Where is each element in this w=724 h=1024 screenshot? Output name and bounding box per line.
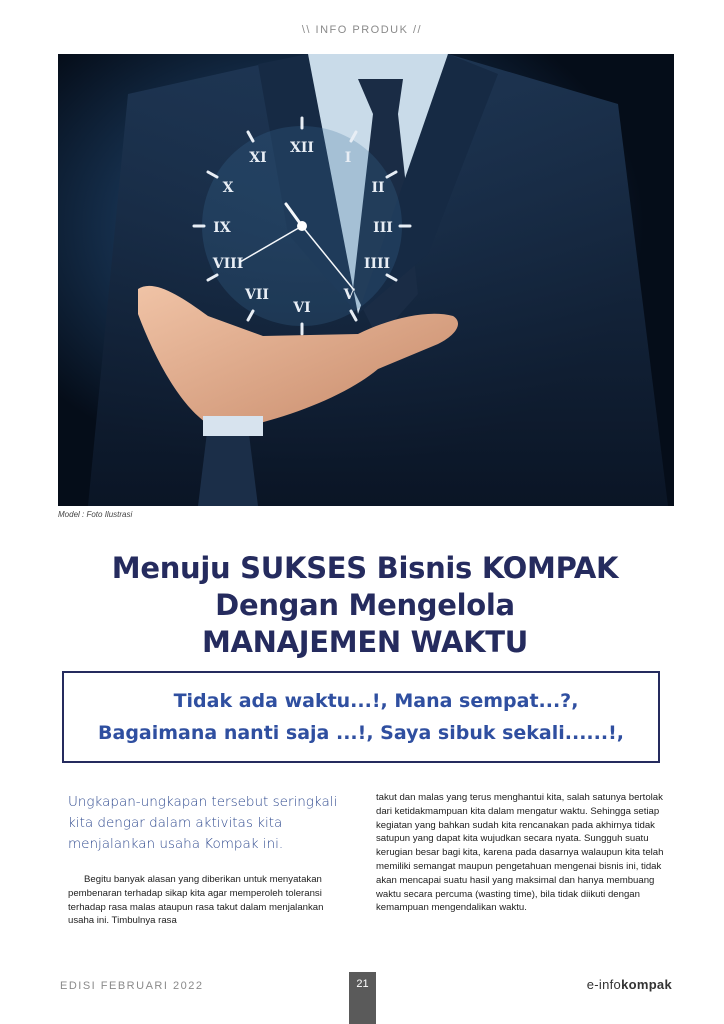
hero-image — [58, 54, 674, 506]
svg-text:I: I — [344, 150, 352, 166]
brand-prefix: e-info — [586, 977, 622, 992]
svg-text:XII: XII — [290, 140, 314, 156]
quote-line: Bagaimana nanti saja ...!, Saya sibuk sekali......!, — [98, 722, 624, 744]
title-line: Dengan Mengelola — [215, 588, 515, 622]
section-tag: \\ INFO PRODUK // — [301, 24, 423, 36]
svg-text:VIII: VIII — [212, 256, 244, 272]
brand-logo — [587, 977, 672, 992]
quote-line: Tidak ada waktu...!, Mana sempat...?, — [173, 690, 579, 712]
title-line: Menuju SUKSES Bisnis KOMPAK — [111, 551, 619, 585]
svg-text:V: V — [343, 287, 355, 303]
column-left — [68, 792, 340, 928]
title-line: MANAJEMEN WAKTU — [201, 625, 529, 659]
brand-bold: kompak — [621, 977, 672, 992]
article-title — [60, 550, 670, 661]
column-right — [376, 791, 672, 915]
svg-text:III: III — [373, 220, 393, 236]
svg-text:IIII: IIII — [363, 256, 391, 272]
svg-text:IX: IX — [213, 220, 231, 236]
image-caption: Model : Foto Ilustrasi — [58, 510, 133, 519]
pull-quote — [62, 671, 660, 763]
svg-text:XI: XI — [249, 150, 267, 166]
svg-text:VII: VII — [245, 287, 269, 303]
svg-text:X: X — [222, 180, 234, 196]
body-paragraph: Begitu banyak alasan yang diberikan untuk menyatakan pembenaran terhadap sikap kita agar memperoleh toleransi terhadap rasa malas ataupun rasa takut dalam menjalankan usaha ini. Timbulnya rasa — [68, 874, 324, 927]
svg-text:VI: VI — [293, 300, 311, 316]
edition-label: EDISI FEBRUARI 2022 — [60, 980, 204, 992]
body-paragraph: takut dan malas yang terus menghantui kita, salah satunya bertolak dari ketidakmampuan kita dalam mengatur waktu. Sehingga setiap kegiatan yang bahkan sudah kita rencanakan pada akhirnya tidak satupun yang dapat kita wujudkan secara nyata. Sungguh suatu kerugian besar bagi kita, karena pada dasarnya walaupun kita telah memiliki semangat maupun pengetahuan mengenai bisnis ini, tidak akan mencapai suatu hasil yang maksimal dan hanya membuang waktu secara percuma (wasting time), bila tidak diikuti dengan kemampuan mengendalikan waktu. — [376, 792, 664, 914]
page-number: 21 — [349, 972, 376, 1024]
svg-text:II: II — [371, 180, 385, 196]
lead-paragraph: Ungkapan-ungkapan tersebut seringkali kita dengar dalam aktivitas kita menjalankan usaha Kompak ini. — [68, 794, 338, 852]
